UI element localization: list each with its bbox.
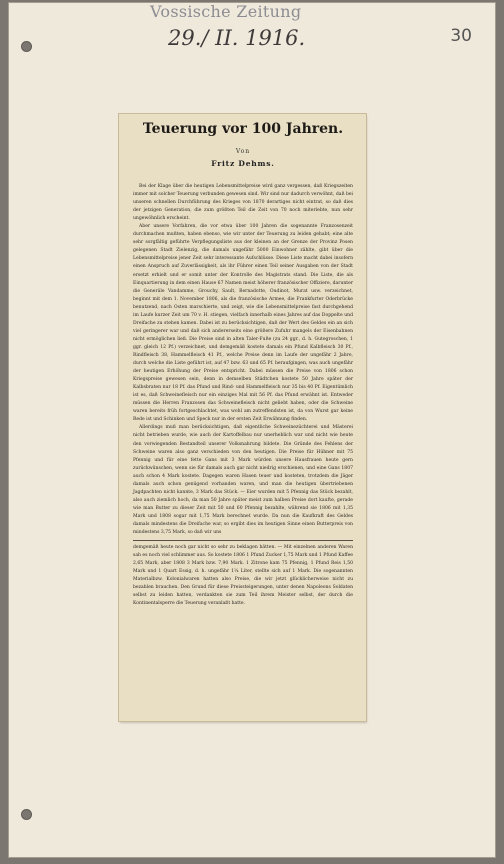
article-paragraph: Allerdings muß man berücksichtigen, daß eigentliche Schweinezüchterei und Mästerei nicht betrieben wurde, wie auch der Kartoffelbau nur unerheblich war und nicht wie heute den vorwiegenden Bestandteil unserer Volksnahrung bildete. Die Gründe des Fehlens der Schweine waren also ganz verschieden von den heutigen. Die Preise für Hühner mit 75 Pfennig und für eine fette Gans mit 3 Mark würden unsere Hausfrauen heute gern zurückwünschen, wenn sie für damals auch gar nicht niedrig erschienen, und eine Gans 1807 auch schon 4 Mark kostete. Dagegen waren Hasen teuer und kosteten, trotzdem die Jäger damals auch schon genügend vorhanden waren, und man die heutigen übertriebenen Jagdpachten nicht kannte, 3 Mark das Stück. — Eier wurden mit 5 Pfennig das Stück bezahlt, also auch ziemlich hoch, da man 50 Jahre später meist zum halben Preise dort kaufte, gerade wie man Butter zu dieser Zeit mit 50 und 60 Pfennig bezahlte, während sie 1806 mit 1,35 Mark und 1808 sogar mit 1,75 Mark berechnet wurde. Da nun die Kaufkraft des Geldes damals mindestens die Dreifache war, so ergibt dies im heutigen Sinne einen Butterpreis von mindestens 3,75 Mark, so daß wir uns (133, 425, 353, 536)
newspaper-clipping (119, 114, 366, 721)
column-divider (133, 540, 353, 541)
byline-prefix: Von (235, 148, 251, 155)
article-body (133, 183, 353, 608)
article-paragraph: demgemäß heute noch gar nicht so sehr zu beklagen hätten. — Mit einzelnen anderen Waren sah es noch viel schlimmer aus. So kostete 1806 1 Pfund Zucker 1,75 Mark und 1 Pfund Kaffee 2,65 Mark, aber 1808 3 Mark bzw. 7,90 Mark. 1 Zitrone kam 75 Pfennig, 1 Pfund Reis 1,50 Mark und 1 Quart Essig, d. h. ungefähr 1¼ Liter, stellte sich auf 1 Mark. Die sogenannten Materialbzw. Kolonialwaren hatten also Preise, die wir jetzt glücklicherweise nicht zu bezahlen brauchen. Den Grund für diese Preissteigerungen, unter denen Napoleons Soldaten selbst zu leiden hatten, verdankten sie zum Teil ihrem Meister selbst, der durch die Kontinentalsperre die Teuerung veranlaßt hatte. (133, 545, 353, 607)
handwritten-date: 29./ II. 1916. (168, 26, 306, 50)
newspaper-stamp: Vossische Zeitung (150, 2, 302, 21)
article-paragraph: Aber unsere Vorfahren, die vor etwa über 100 Jahren die sogenannte Franzosenzeit durchmachen mußten, haben ebenso, wie wir unter der Teuerung zu leiden gehabt; eine alte sehr sorgfältig geführte Verpflegungsliste aus der kleinen an der Grenze der Provinz Posen gelegenen Stadt Zielenzig, die damals ungefähr 5000 Einwohner zählte, gibt über die Lebensmittelpreise jener Zeit sehr interessante Aufschlüsse. Diese Liste macht dabei insofern einen Anspruch auf Zuverlässigkeit, als ihr Führer einen Teil seiner Ausgaben von der Stadt ersetzt erhielt und er somit unter der Kontrolle des Magistrats stand. Die Liste, die als Einquartierung in dem einen Hause 67 Namen meist höherer französischer Offiziere, darunter die Generäle Vandamme, Grouchy, Sault, Bernadotte, Oudinot, Murat usw. verzeichnet, beginnt mit dem 1. November 1806, als die französische Armee, die Frankfurter Oderbrücke benutzend, nach Osten marschierte, und zeigt, wie die Lebensmittelpreise fast durchgehend im Laufe kurzer Zeit um 70 v. H. stiegen, vielfach innerhalb eines Jahres auf das Doppelte und Dreifache zu stehen kamen. Dabei ist zu berücksichtigen, daß der Wert des Geldes ein an sich viel geringerer war und daß sich andererseits eine größere Zufuhr mangels der Eisenbahnen nicht ermöglichen ließ. Die Preise sind in alten Taler-Fuße (zu 24 ggr., d. h. Gutegroschen, 1 ggr. gleich 12 Pf.) verzeichnet, und demgemäß kostete damals ein Pfund Kalbfleisch 30 Pf., Rindfleisch 38, Hammelfleisch 41 Pf., welche Preise denn im Laufe der ungefähr 2 Jahre, durch welche die Liste geführt ist, auf 47 bzw. 63 und 65 Pf. heraufgingen, was auch ungefähr der heutigen Erhöhung der Preise entspricht. Dabei müssen die Preise von 1806 schon Kriegspreise gewesen sein, denn in demselben Städtchen kostete 50 Jahre später der Kalbsbraten nur 18 Pf. das Pfund und Rind- und Hammelfleisch nur 35 bis 40 Pf. Eigentümlich ist es, daß Schweinefleisch nur ein einziges Mal mit 56 Pf. das Pfund erwähnt ist. Entweder müssen die Herren Franzosen das Schweinefleisch nicht geliebt haben, oder die Schweine waren bereits früh fortgeschlachtet, was wohl am zutreffendsten ist, da von Wurst gar keine Rede ist und Schinken und Speck nur in der ersten Zeit Erwähnung finden. (133, 224, 353, 423)
article-paragraph: Bei der Klage über die heutigen Lebensmittelpreise wird ganz vergessen, daß Kriegszeiten immer mit solcher Teuerung verbunden gewesen sind. Wir sind nur dadurch verwöhnt, daß bei unseren schnellen Durchführung des Krieges von 1870 derartiges nicht eintrat, so daß dies der jetzigen Generation, die zum größten Teil die Zeit von 70 noch miterlebte, nun sehr ungewöhnlich erscheint. (133, 184, 353, 222)
article (133, 114, 353, 608)
page-number: 30 (450, 26, 472, 46)
binder-hole (22, 810, 31, 819)
byline-author: Fritz Dehms. (211, 159, 275, 168)
binder-hole (22, 42, 31, 51)
article-headline: Teuerung vor 100 Jahren. (142, 121, 344, 137)
